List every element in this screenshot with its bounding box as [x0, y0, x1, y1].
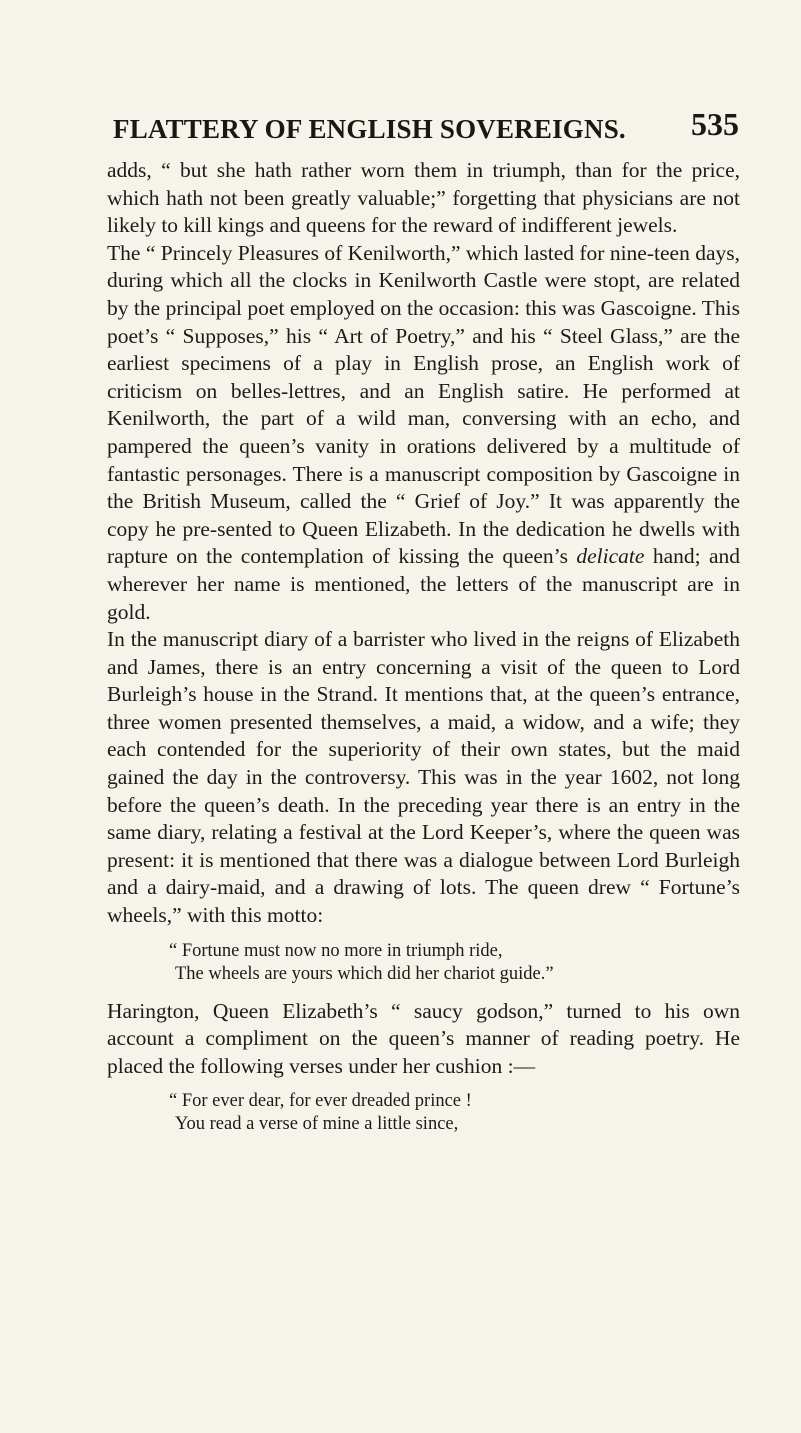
paragraph-2	[107, 240, 740, 626]
page-number: 535	[691, 106, 739, 142]
body-text	[107, 157, 740, 1148]
verse-line: “ For ever dear, for ever dreaded prince !	[169, 1091, 472, 1112]
running-head: FLATTERY OF ENGLISH SOVEREIGNS.	[113, 114, 626, 144]
paragraph-1: adds, “ but she hath rather worn them in triumph, than for the price, which hath not been greatly valuable;” forgetting that physicians are not likely to kill kings and queens for the reward of indifferent jewels.	[107, 158, 740, 238]
paragraph-4: Harington, Queen Elizabeth’s “ saucy godson,” turned to his own account a compliment on the queen’s manner of reading poetry. He placed the following verses under her cushion :—	[107, 998, 740, 1078]
verse-line: You read a verse of mine a little since,	[175, 1114, 459, 1135]
verse-line: The wheels are yours which did her chariot guide.”	[175, 963, 554, 984]
verse-quote-2	[107, 1090, 740, 1136]
paragraph-3: In the manuscript diary of a barrister who lived in the reigns of Elizabeth and James, there is an entry concerning a visit of the queen to Lord Burleigh’s house in the Strand. It mentions that, at the queen’s entrance, three women presented themselves, a maid, a widow, and a wife; they each contended for the superiority of their own states, but the maid gained the day in the controversy. This was in the year 1602, not long before the queen’s death. In the preceding year there is an entry in the same diary, relating a festival at the Lord Keeper’s, where the queen was present: it is mentioned that there was a dialogue between Lord Burleigh and a dairy-maid, and a drawing of lots. The queen drew “ Fortune’s wheels,” with this motto:	[107, 627, 740, 928]
paragraph-2-italic: delicate	[576, 544, 645, 569]
paragraph-2-text-a: The “ Princely Pleasures of Kenilworth,” which lasted for nine-teen days, during which all the clocks in Kenilworth Castle were stopt, are related by the principal poet employed on the occasion: this was Gascoigne. This poet’s “ Supposes,” his “ Art of Poetry,” and his “ Steel Glass,” are the earliest specimens of a play in English prose, an English work of criticism on belles-lettres, and an English satire. He performed at Kenilworth, the part of a wild man, conversing with an echo, and pampered the queen’s vanity in orations delivered by a multitude of fantastic personages. There is a manuscript composition by Gascoigne in the British Museum, called the “ Grief of Joy.” It was apparently the copy he pre-sented to Queen Elizabeth. In the dedication he dwells with rapture on the contemplation of kissing the queen’s	[107, 240, 740, 569]
verse-line: “ Fortune must now no more in triumph ride,	[169, 940, 503, 961]
page-header	[113, 106, 739, 146]
paragraph-2-text-b: hand; and wherever her name is mentioned, the letters of the manuscript are in gold.	[107, 544, 741, 624]
verse-quote-1	[107, 940, 740, 986]
